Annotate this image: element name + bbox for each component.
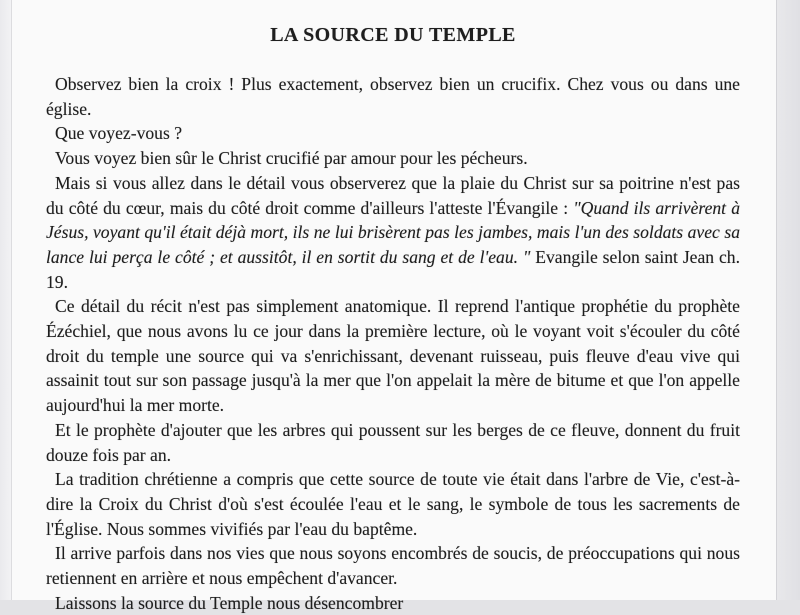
paragraph (46, 418, 740, 467)
text-run: Il arrive parfois dans nos vies que nous soyons encombrés de soucis, de préoccupations qui nous retiennent en arrière et nous empêchent d'avancer. (46, 543, 740, 589)
paragraph (46, 591, 740, 615)
paragraph (46, 171, 740, 295)
paragraph (46, 72, 740, 121)
paragraph (46, 541, 740, 590)
right-page-edge (776, 0, 800, 600)
text-run: Evangile selon saint Jean ch. 19. (46, 246, 740, 292)
text-run: Laissons la source du Temple nous désencombrer (55, 592, 404, 613)
text-run: Vous voyez bien sûr le Christ crucifié par amour pour les pécheurs. (55, 148, 528, 169)
scripture-quote-run: "Quand ils arrivèrent à Jésus, voyant qu'il était déjà mort, ils ne lui brisèrent pas les jambes, mais l'un des soldats avec sa lance lui perça le côté ; et aussitôt, il en sortit du sang et de l'eau. " (46, 197, 740, 267)
paragraph (46, 121, 740, 146)
paragraph (46, 146, 740, 171)
paragraph (46, 467, 740, 541)
page-title: LA SOURCE DU TEMPLE (270, 24, 516, 46)
text-run: Observez bien la croix ! Plus exactement, observez bien un crucifix. Chez vous ou dans une église. (46, 74, 740, 119)
document-page (12, 0, 776, 613)
text-run: La tradition chrétienne a compris que cette source de toute vie était dans l'arbre de Vie, c'est-à-dire la Croix du Christ d'où s'est écoulée l'eau et le sang, le symbole de tous les sacrements de l'Église. Nous sommes vivifiés par l'eau du baptême. (46, 469, 740, 539)
text-run: Mais si vous allez dans le détail vous observerez que la plaie du Christ sur sa poitrine n'est pas du côté du cœur, mais du côté droit comme d'ailleurs l'atteste l'Évangile : (46, 172, 740, 218)
document-body (46, 72, 740, 615)
paragraph (46, 294, 740, 418)
text-run: Ce détail du récit n'est pas simplement anatomique. Il reprend l'antique prophétie du prophète Ézéchiel, que nous avons lu ce jour dans la première lecture, où le voyant voit s'écouler du côté droit du temple une source qui va s'enrichissant, devenant ruisseau, puis fleuve d'eau vive qui assainit tout sur son passage jusqu'à la mer que l'on appelait la mère de bitume et que l'on appelle aujourd'hui la mer morte. (46, 296, 740, 416)
left-page-edge (0, 0, 12, 600)
text-run: Que voyez-vous ? (55, 123, 183, 144)
text-run: Et le prophète d'ajouter que les arbres qui poussent sur les berges de ce fleuve, donnent du fruit douze fois par an. (46, 419, 740, 465)
